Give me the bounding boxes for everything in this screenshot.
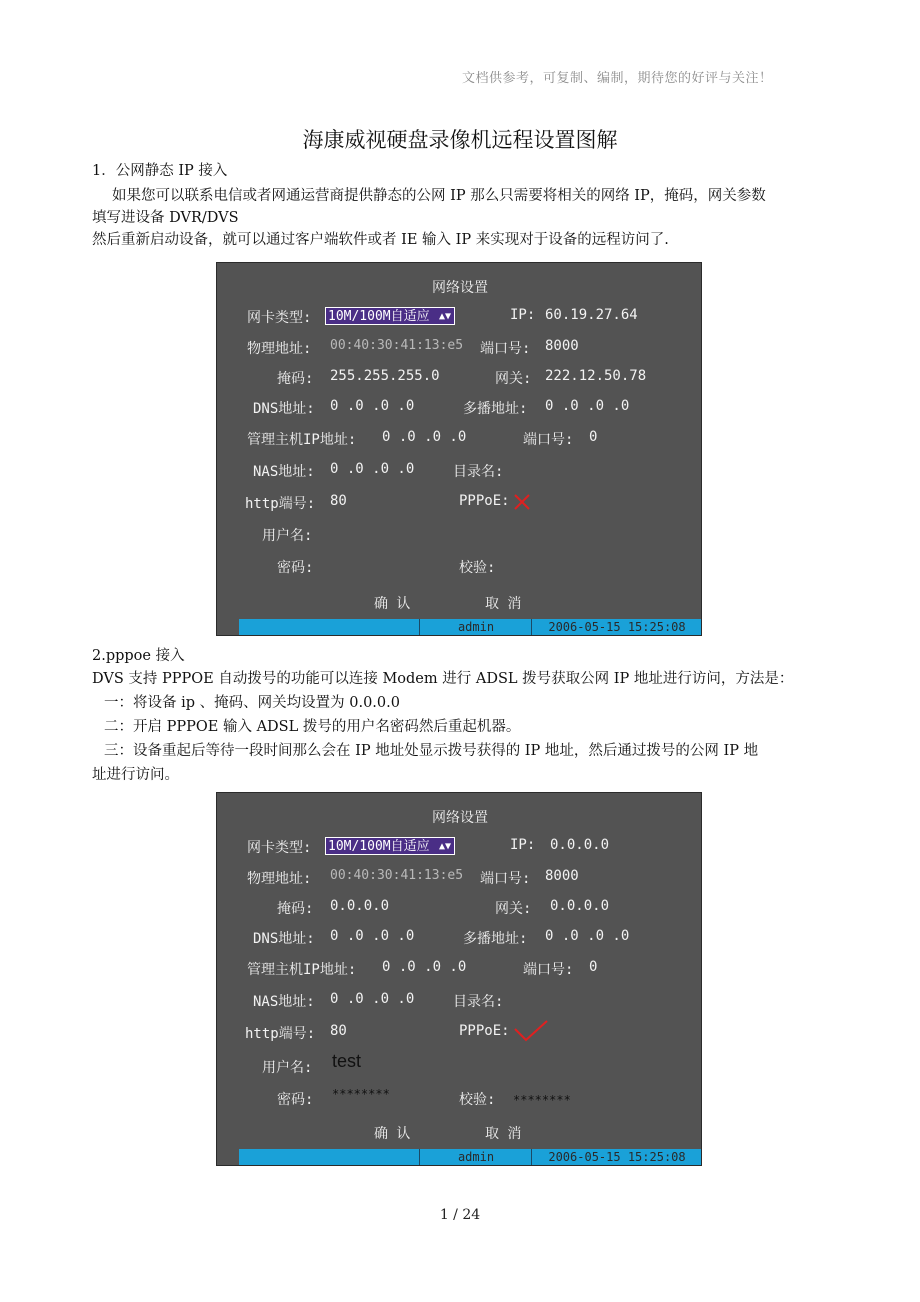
header-note: 文档供参考，可复制、编制，期待您的好评与关注！: [462, 71, 773, 86]
multicast-label: 多播地址:: [463, 401, 528, 417]
dns-value[interactable]: 0 .0 .0 .0: [330, 398, 415, 414]
section2-step2: 二：开启 PPPOE 输入 ADSL 拨号的用户名密码然后重起机器。: [104, 719, 521, 735]
username-label: 用户名:: [262, 528, 313, 544]
mgmt-host-ip-value[interactable]: 0 .0 .0 .0: [382, 959, 467, 975]
mgmt-host-ip-label: 管理主机IP地址:: [247, 432, 357, 448]
ip-label: IP:: [510, 837, 536, 853]
section2-step1: 一：将设备 ip 、掩码、网关均设置为 0.0.0.0: [104, 695, 400, 711]
multicast-value[interactable]: 0 .0 .0 .0: [545, 928, 630, 944]
nas-label: NAS地址:: [253, 464, 315, 480]
password-value[interactable]: ********: [332, 1087, 390, 1101]
updown-arrows-icon: ▲▼: [438, 311, 451, 322]
multicast-value[interactable]: 0 .0 .0 .0: [545, 398, 630, 414]
mgmt-port-label: 端口号:: [523, 432, 574, 448]
dns-value[interactable]: 0 .0 .0 .0: [330, 928, 415, 944]
mgmt-host-ip-label: 管理主机IP地址:: [247, 962, 357, 978]
mask-value[interactable]: 0.0.0.0: [330, 898, 390, 914]
directory-label: 目录名:: [453, 464, 504, 480]
cancel-button[interactable]: 取 消: [485, 1126, 522, 1142]
mgmt-port-value[interactable]: 0: [589, 959, 598, 975]
nic-type-value: 10M/100M自适应: [328, 839, 430, 854]
confirm-button[interactable]: 确 认: [374, 596, 411, 612]
port-value[interactable]: 8000: [545, 868, 579, 884]
status-user: admin: [419, 1149, 532, 1165]
nic-type-select[interactable]: [325, 307, 455, 325]
section1-heading: 1．公网静态 IP 接入: [92, 163, 228, 179]
status-clock: 2006-05-15 15:25:08: [531, 1149, 702, 1165]
mask-value[interactable]: 255.255.255.0: [330, 368, 440, 384]
cancel-button[interactable]: 取 消: [485, 596, 522, 612]
pppoe-disabled-cross-icon[interactable]: [513, 493, 531, 511]
verify-value[interactable]: ********: [513, 1093, 571, 1107]
multicast-label: 多播地址:: [463, 931, 528, 947]
section1-paragraph-line2: 填写进设备 DVR/DVS: [92, 210, 239, 226]
password-label: 密码:: [277, 560, 314, 576]
gateway-label: 网关:: [495, 371, 532, 387]
gateway-value[interactable]: 222.12.50.78: [545, 368, 647, 384]
directory-label: 目录名:: [453, 994, 504, 1010]
section1-paragraph-line3: 然后重新启动设备，就可以通过客户端软件或者 IE 输入 IP 来实现对于设备的远程访问了.: [92, 232, 669, 248]
screen-title: 网络设置: [432, 810, 488, 826]
pppoe-enabled-check-icon[interactable]: [513, 1019, 549, 1043]
gateway-label: 网关:: [495, 901, 532, 917]
status-clock: 2006-05-15 15:25:08: [531, 619, 702, 635]
status-user: admin: [419, 619, 532, 635]
pppoe-label: PPPoE:: [459, 1023, 510, 1039]
mac-value: 00:40:30:41:13:e5: [330, 868, 464, 883]
section2-step3-line2: 址进行访问。: [92, 767, 179, 783]
http-port-value[interactable]: 80: [330, 1023, 347, 1039]
mgmt-port-value[interactable]: 0: [589, 429, 598, 445]
nas-value[interactable]: 0 .0 .0 .0: [330, 461, 415, 477]
status-bar: [239, 1149, 701, 1165]
mask-label: 掩码:: [277, 371, 314, 387]
mac-label: 物理地址:: [247, 341, 312, 357]
verify-label: 校验:: [459, 560, 496, 576]
nas-label: NAS地址:: [253, 994, 315, 1010]
section1-paragraph-line1: 如果您可以联系电信或者网通运营商提供静态的公网 IP 那么只需要将相关的网络 IP，掩码，网关参数: [112, 188, 766, 204]
nas-value[interactable]: 0 .0 .0 .0: [330, 991, 415, 1007]
mask-label: 掩码:: [277, 901, 314, 917]
http-port-label: http端号:: [245, 496, 316, 512]
mac-value: 00:40:30:41:13:e5: [330, 338, 464, 353]
network-settings-screen-static: [216, 262, 702, 636]
username-label: 用户名:: [262, 1060, 313, 1076]
updown-arrows-icon: ▲▼: [438, 841, 451, 852]
http-port-value[interactable]: 80: [330, 493, 347, 509]
dns-label: DNS地址:: [253, 401, 315, 417]
nic-type-label: 网卡类型:: [247, 310, 312, 326]
username-value[interactable]: test: [332, 1051, 362, 1071]
page-number: 1 / 24: [439, 1207, 481, 1223]
mgmt-host-ip-value[interactable]: 0 .0 .0 .0: [382, 429, 467, 445]
nic-type-value: 10M/100M自适应: [328, 309, 430, 324]
status-bar: [239, 619, 701, 635]
password-label: 密码:: [277, 1092, 314, 1108]
ip-label: IP:: [510, 307, 536, 323]
document-title: 海康威视硬盘录像机远程设置图解: [302, 128, 618, 152]
ip-value[interactable]: 0.0.0.0: [550, 837, 610, 853]
screen-title: 网络设置: [432, 280, 488, 296]
network-settings-screen-pppoe: [216, 792, 702, 1166]
dns-label: DNS地址:: [253, 931, 315, 947]
nic-type-label: 网卡类型:: [247, 840, 312, 856]
section2-intro: DVS 支持 PPPOE 自动拨号的功能可以连接 Modem 进行 ADSL 拨号获取公网 IP 地址进行访问，方法是：: [92, 671, 794, 687]
nic-type-select[interactable]: [325, 837, 455, 855]
port-label: 端口号:: [480, 341, 531, 357]
confirm-button[interactable]: 确 认: [374, 1126, 411, 1142]
section2-heading: 2.pppoe 接入: [92, 648, 185, 664]
mac-label: 物理地址:: [247, 871, 312, 887]
pppoe-label: PPPoE:: [459, 493, 510, 509]
section2-step3-line1: 三：设备重起后等待一段时间那么会在 IP 地址处显示拨号获得的 IP 地址，然后通过拨号的公网 IP 地: [104, 743, 759, 759]
http-port-label: http端号:: [245, 1026, 316, 1042]
ip-value[interactable]: 60.19.27.64: [545, 307, 638, 323]
gateway-value[interactable]: 0.0.0.0: [550, 898, 610, 914]
port-value[interactable]: 8000: [545, 338, 579, 354]
verify-label: 校验:: [459, 1092, 496, 1108]
port-label: 端口号:: [480, 871, 531, 887]
mgmt-port-label: 端口号:: [523, 962, 574, 978]
